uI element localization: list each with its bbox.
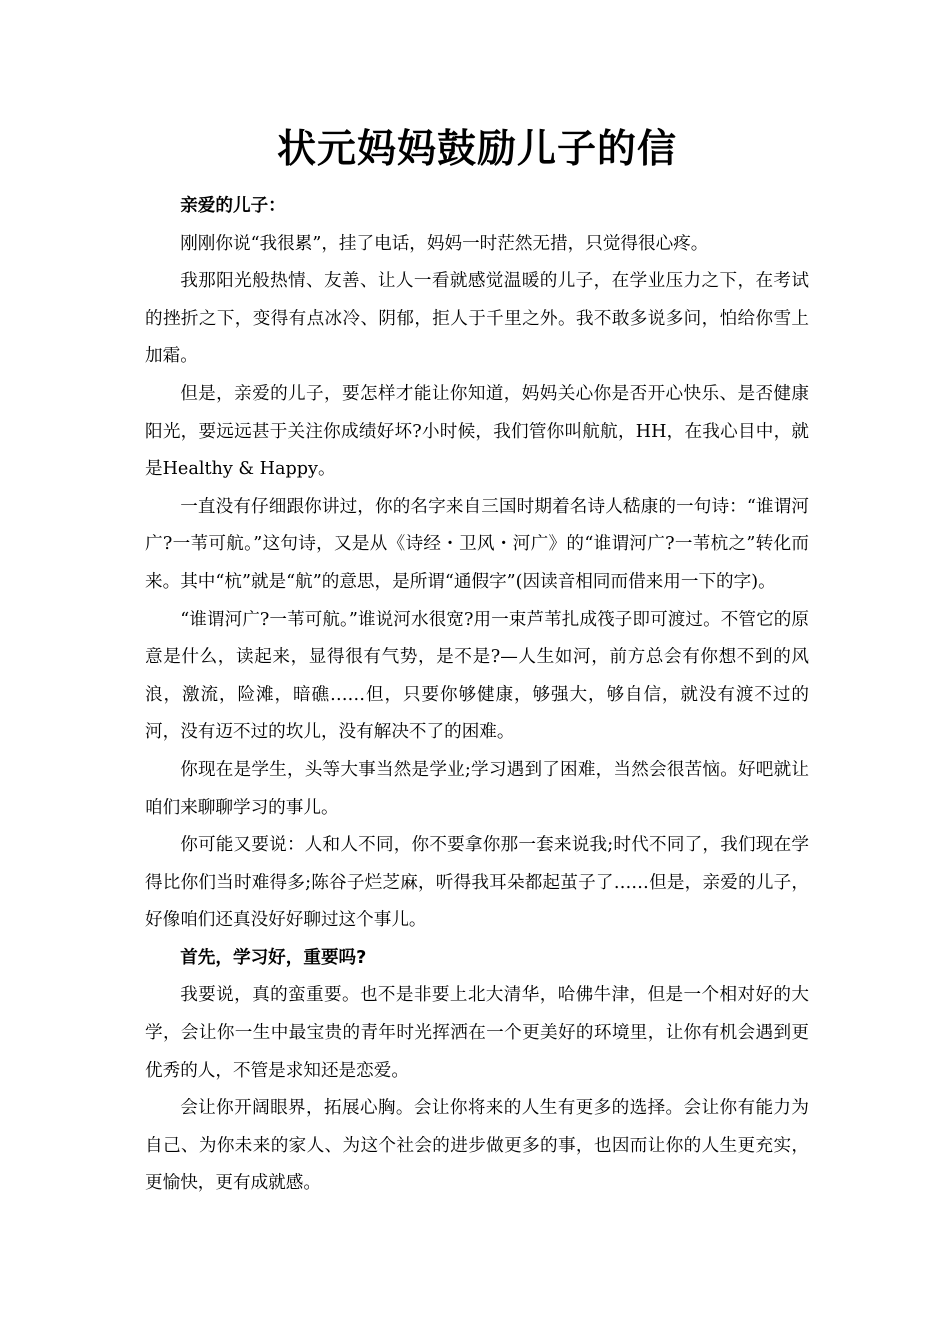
paragraph: 你可能又要说：人和人不同，你不要拿你那一套来说我;时代不同了，我们现在学得比你们当时难得多;陈谷子烂芝麻，听得我耳朵都起茧子了……但是，亲爱的儿子，好像咱们还真没好好聊过这个事儿。 xyxy=(145,835,809,931)
paragraph: 会让你开阔眼界，拓展心胸。会让你将来的人生有更多的选择。会让你有能力为自己、为你未来的家人、为这个社会的进步做更多的事，也因而让你的人生更充实，更愉快，更有成就感。 xyxy=(145,1098,809,1194)
letter-page xyxy=(145,118,809,1203)
section-heading: 首先，学习好，重要吗? xyxy=(180,947,367,968)
paragraph: “谁谓河广?一苇可航。”谁说河水很宽?用一束芦苇扎成筏子即可渡过。不管它的原意是什么，读起来，显得很有气势，是不是?—人生如河，前方总会有你想不到的风浪，激流，险滩，暗礁……但，只要你够健康，够强大，够自信，就没有渡不过的河，没有迈不过的坎儿，没有解决不了的困难。 xyxy=(145,609,809,743)
paragraph: 我那阳光般热情、友善、让人一看就感觉温暖的儿子，在学业压力之下，在考试的挫折之下，变得有点冰冷、阴郁，拒人于千里之外。我不敢多说多问，怕给你雪上加霜。 xyxy=(145,271,809,367)
paragraph: 一直没有仔细跟你讲过，你的名字来自三国时期着名诗人嵇康的一句诗：“谁谓河广?一苇可航。”这句诗，又是从《诗经・卫风・河广》的“谁谓河广?一苇杭之”转化而来。其中“杭”就是“航”的意思，是所谓“通假字”(因读音相同而借来用一下的字)。 xyxy=(145,496,809,592)
paragraph: 刚刚你说“我很累”，挂了电话，妈妈一时茫然无措，只觉得很心疼。 xyxy=(180,233,709,254)
paragraph: 我要说，真的蛮重要。也不是非要上北大清华，哈佛牛津，但是一个相对好的大学，会让你一生中最宝贵的青年时光挥洒在一个更美好的环境里，让你有机会遇到更优秀的人，不管是求知还是恋爱。 xyxy=(145,985,809,1081)
document-title: 状元妈妈鼓励儿子的信 xyxy=(276,127,677,172)
paragraph: 你现在是学生，头等大事当然是学业;学习遇到了困难，当然会很苦恼。好吧就让咱们来聊聊学习的事儿。 xyxy=(145,759,809,818)
salutation: 亲爱的儿子： xyxy=(180,196,286,216)
paragraph: 但是，亲爱的儿子，要怎样才能让你知道，妈妈关心你是否开心快乐、是否健康阳光，要远远甚于关注你成绩好坏?小时候，我们管你叫航航，HH，在我心目中，就是Healthy & Happy。 xyxy=(145,383,809,480)
